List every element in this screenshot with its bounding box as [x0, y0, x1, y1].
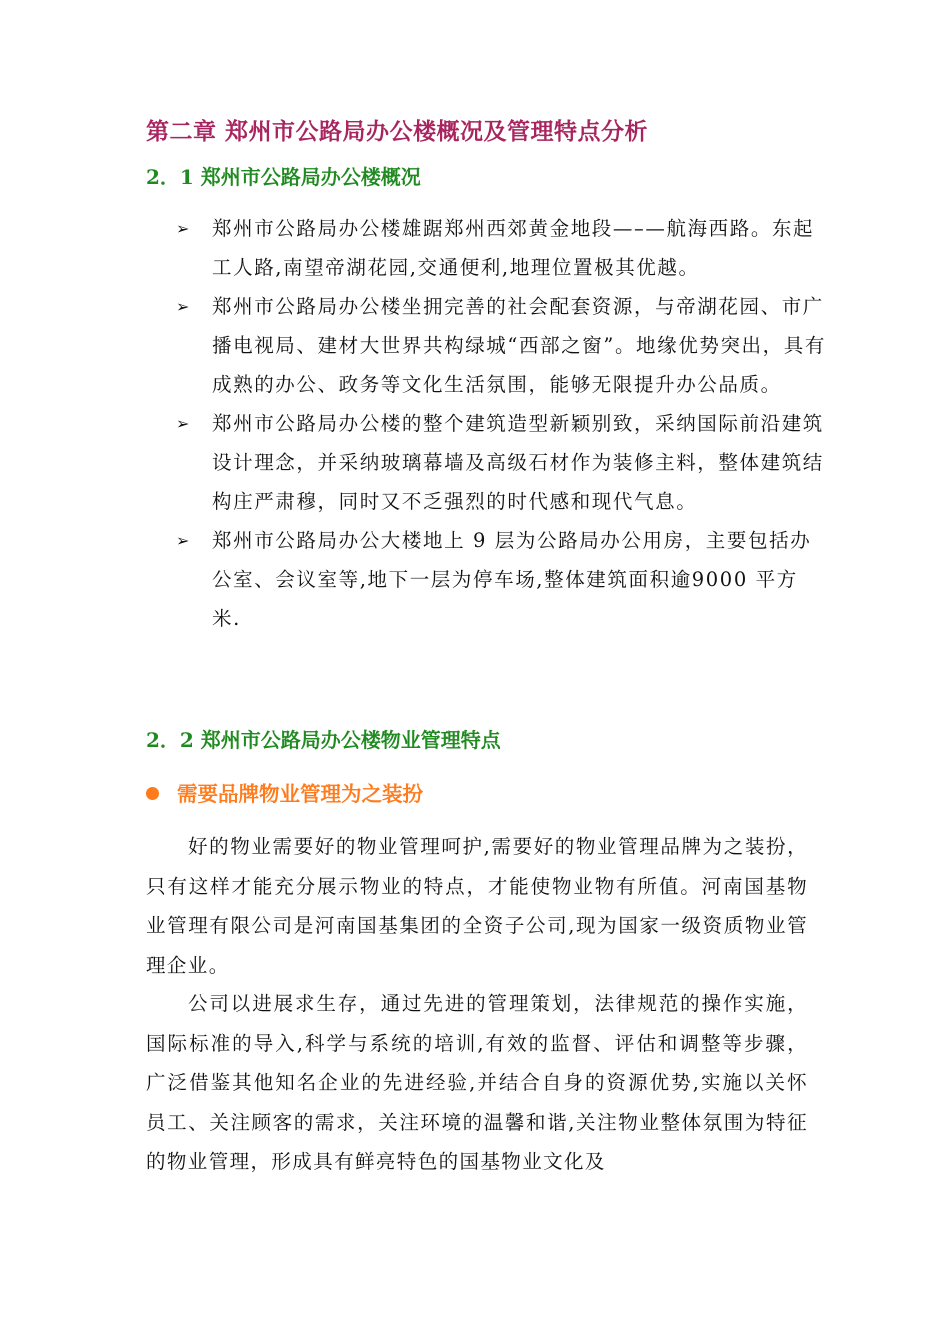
sub-heading — [146, 777, 423, 807]
arrow-right-icon: ➢ — [176, 414, 190, 433]
list-item-text: 郑州市公路局办公楼的整个建筑造型新颖别致，采纳国际前沿建筑设计理念，并采纳玻璃幕墙及高级石材作为装修主料，整体建筑结构庄严肃穆，同时又不乏强烈的时代感和现代气息。 — [212, 412, 824, 513]
arrow-right-icon: ➢ — [176, 219, 190, 238]
list-item-text: 郑州市公路局办公大楼地上 9 层为公路局办公用房，主要包括办公室、会议室等,地下一层为停车场,整体建筑面积逾9000 平方米. — [212, 529, 812, 630]
chapter-title: 第二章 郑州市公路局办公楼概况及管理特点分析 — [146, 118, 649, 145]
list-item — [176, 521, 826, 638]
body-paragraph: 好的物业需要好的物业管理呵护,需要好的物业管理品牌为之装扮，只有这样才能充分展示物业的特点，才能使物业物有所值。河南国基物业管理有限公司是河南国基集团的全资子公司,现为国家一级资质物业管理企业。 — [146, 835, 808, 977]
list-item-text: 郑州市公路局办公楼雄踞郑州西郊黄金地段—–—航海西路。东起工人路,南望帝湖花园,交通便利,地理位置极其优越。 — [212, 217, 815, 279]
section-heading-2-2: 2．2 郑州市公路局办公楼物业管理特点 — [146, 728, 501, 752]
list-item-text: 郑州市公路局办公楼坐拥完善的社会配套资源，与帝湖花园、市广播电视局、建材大世界共构绿城“西部之窗”。地缘优势突出，具有成熟的办公、政务等文化生活氛围，能够无限提升办公品质。 — [212, 295, 826, 396]
sub-heading-text: 需要品牌物业管理为之装扮 — [177, 782, 423, 806]
list-item — [176, 404, 826, 521]
overview-bullet-list — [176, 209, 826, 638]
body-paragraph: 公司以进展求生存，通过先进的管理策划，法律规范的操作实施，国际标准的导入,科学与系统的培训,有效的监督、评估和调整等步骤，广泛借鉴其他知名企业的先进经验,并结合自身的资源优势,实施以关怀员工、关注顾客的需求，关注环境的温馨和谐,关注物业整体氛围为特征的物业管理，形成具有鲜亮特色的国基物业文化及 — [146, 992, 808, 1173]
arrow-right-icon: ➢ — [176, 297, 190, 316]
list-item — [176, 209, 826, 287]
arrow-right-icon: ➢ — [176, 531, 190, 550]
list-item — [176, 287, 826, 404]
section-heading-2-1: 2．1 郑州市公路局办公楼概况 — [146, 165, 421, 189]
filled-circle-icon — [146, 787, 159, 800]
